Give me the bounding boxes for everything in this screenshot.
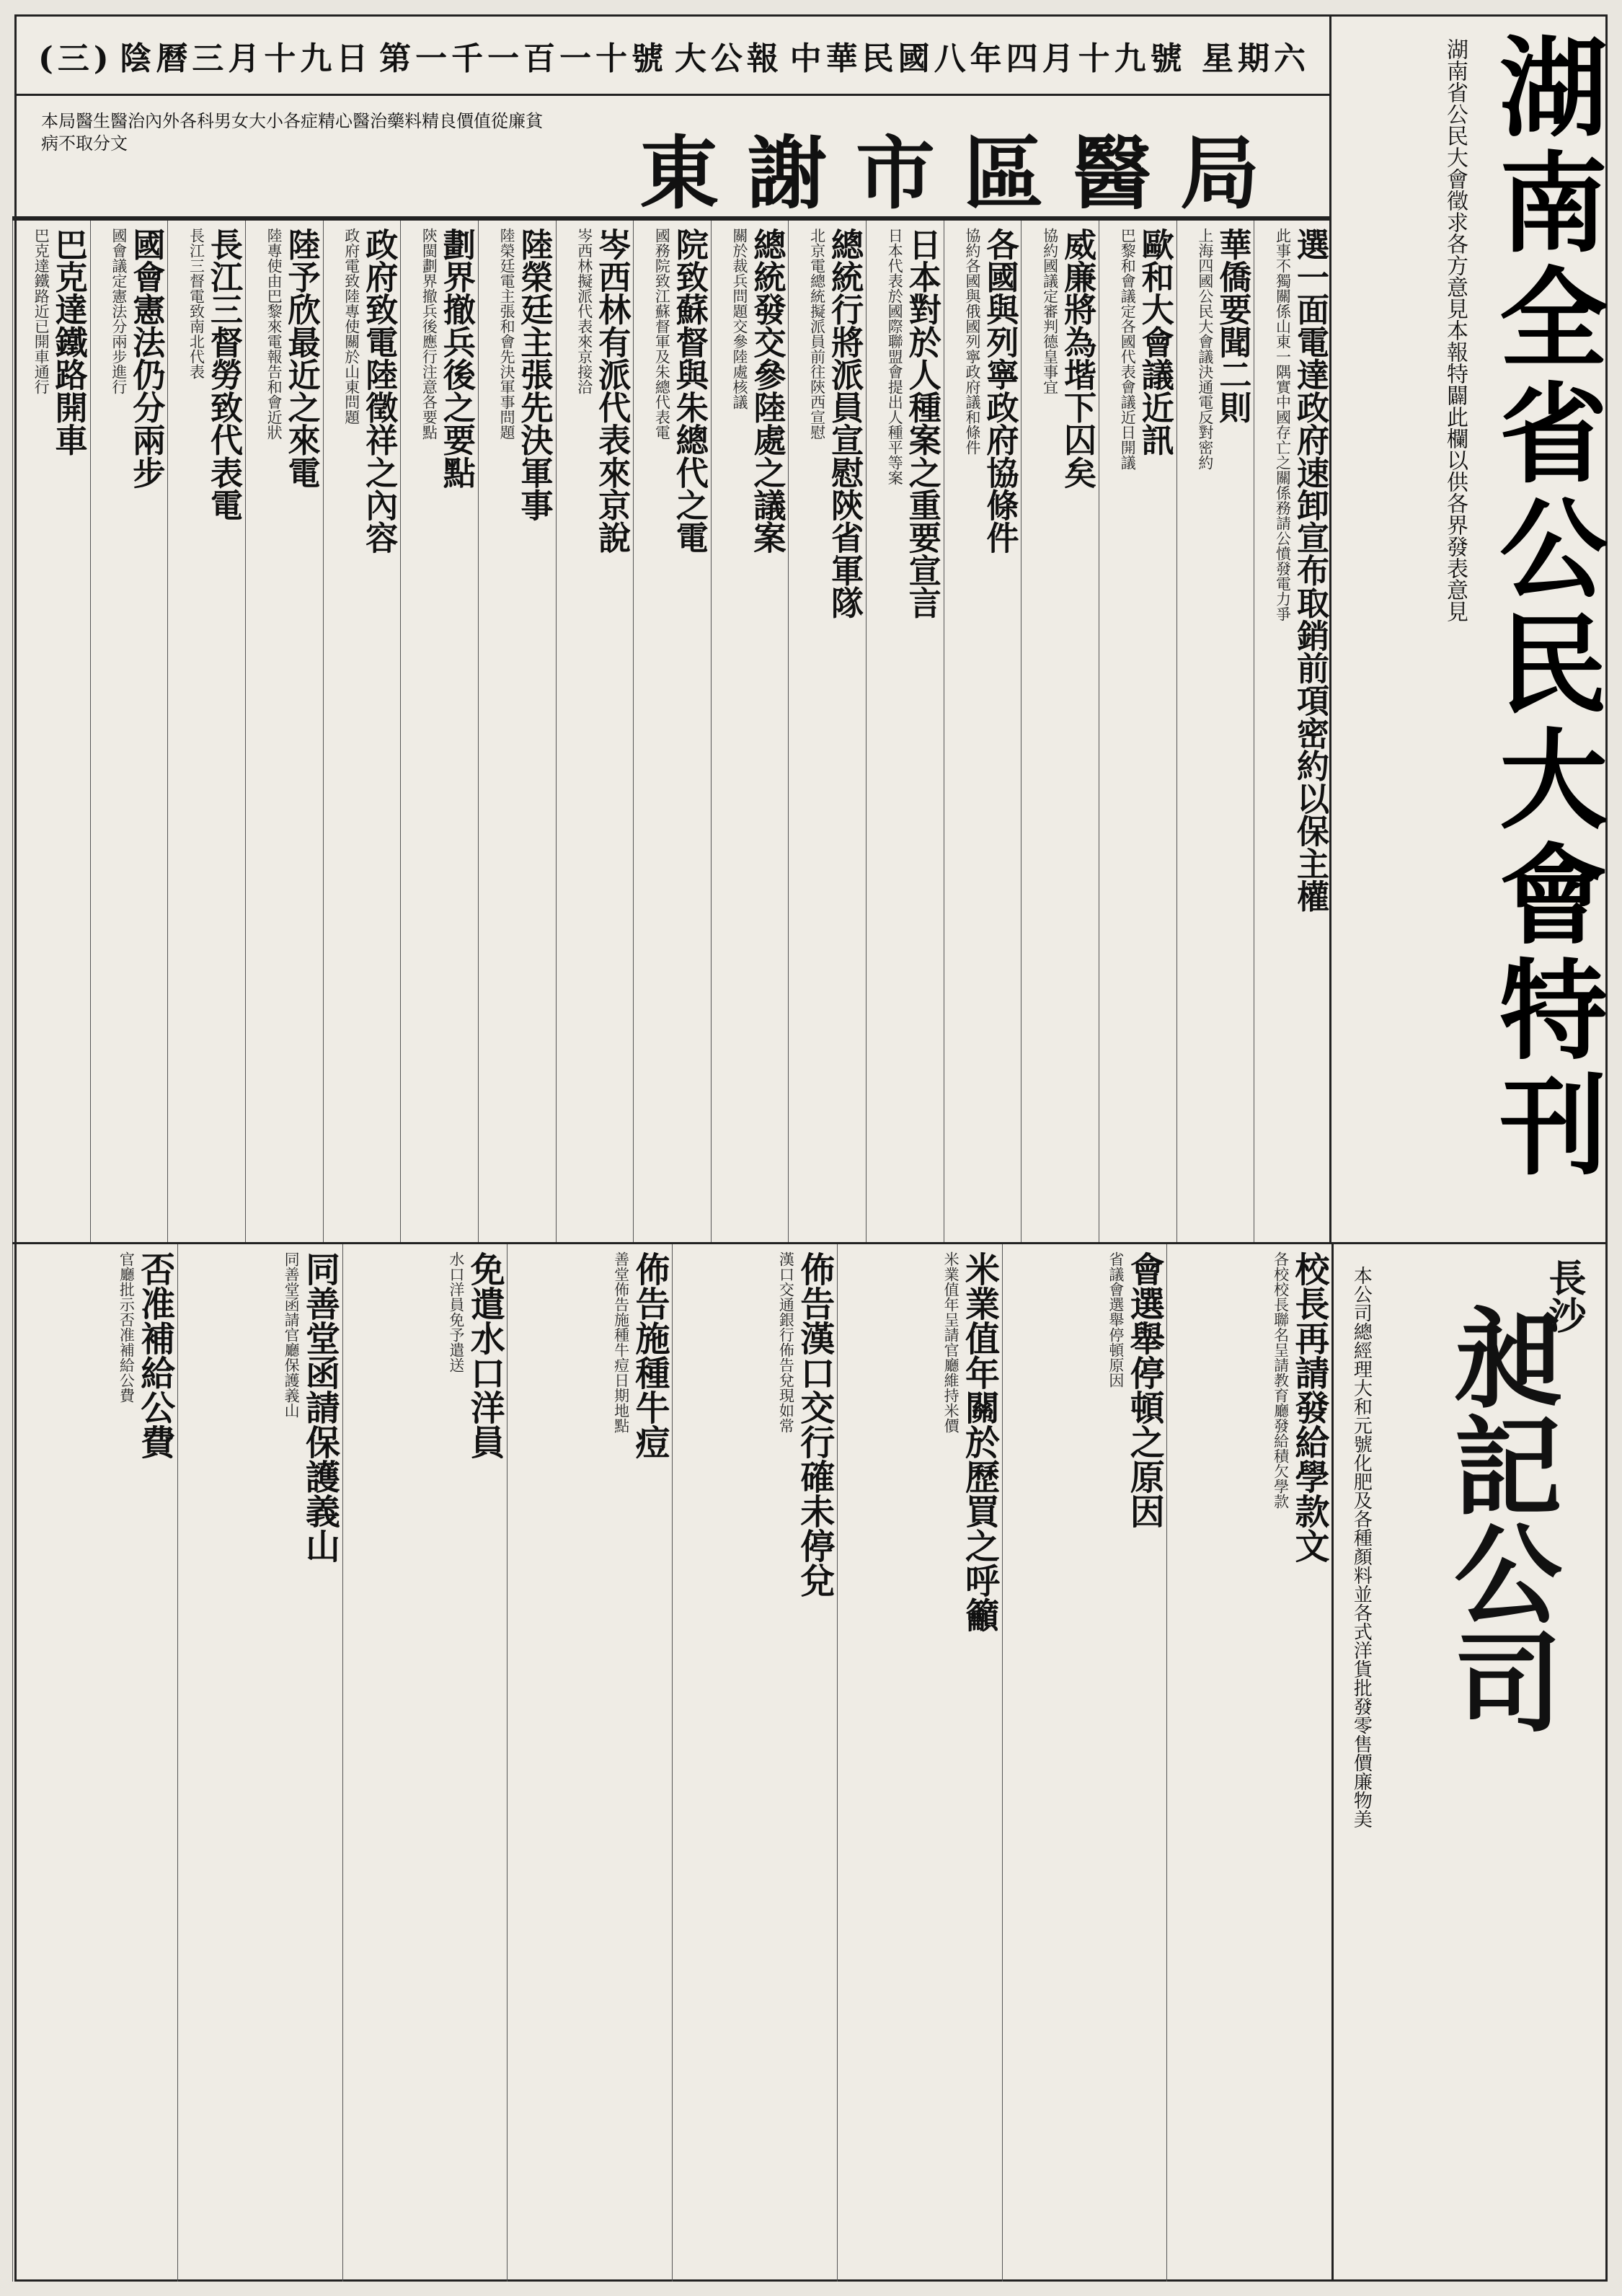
- article-headline: 國會憲法仍分兩步: [127, 228, 166, 489]
- article-body: 國會議定憲法分兩步進行: [110, 228, 128, 394]
- article-column: [167, 221, 245, 1242]
- masthead-title: 湖南全省公民大會特刊: [1481, 31, 1608, 1184]
- article-headline: 華僑要聞二則: [1213, 228, 1252, 424]
- date-header: [17, 17, 1331, 96]
- article-headline: 佈告施種牛痘: [629, 1251, 670, 1459]
- article-headline: 劃界撤兵後之要點: [437, 228, 476, 489]
- article-headline: 總統發交參陸處之議案: [748, 228, 786, 554]
- article-headline: 長江三督勞致代表電: [204, 228, 243, 521]
- company-name: 昶記公司: [1435, 1302, 1562, 1734]
- article-body: 善堂佈告施種牛痘日期地點: [612, 1251, 630, 1433]
- article-column: [323, 221, 401, 1242]
- article-headline: 政府致電陸徵祥之內容: [360, 228, 399, 554]
- article-headline: 校長再請發給學款文: [1289, 1251, 1329, 1563]
- article-body: 北京電總統擬派員前往陝西宣慰: [808, 228, 826, 440]
- article-column: [507, 1244, 672, 2282]
- upper-news-section: [12, 218, 1331, 1242]
- masthead-notice: 湖南省公民大會徵求各方意見本報特闢此欄以供各界發表意見: [1442, 38, 1468, 622]
- article-column: [1002, 1244, 1167, 2282]
- newspaper-page: [14, 14, 1608, 2282]
- article-column: [90, 221, 168, 1242]
- article-body: 日本代表於國際聯盟會提出人種平等案: [886, 228, 904, 485]
- article-headline: 選一面電達政府速卸宣布取銷前項密約以保主權: [1291, 228, 1329, 913]
- article-body: 陝閩劃界撤兵後應行注意各要點: [420, 228, 438, 440]
- article-column: [633, 221, 711, 1242]
- article-body: 上海四國公民大會議決通電反對密約: [1196, 228, 1214, 470]
- article-headline: 歐和大會議近訊: [1135, 228, 1174, 456]
- date-line: 中華民國八年四月十九號 星期六: [789, 40, 1310, 77]
- article-body: 巴黎和會議定各國代表會議近日開議: [1119, 228, 1137, 470]
- article-body: 漢口交通銀行佈告兌現如常: [777, 1251, 795, 1433]
- article-column: [1176, 221, 1254, 1242]
- company-side-ad: [1331, 1242, 1605, 2279]
- article-headline: 巴克達鐵路開車: [49, 228, 88, 456]
- article-column: [1254, 221, 1331, 1242]
- article-column: [1166, 1244, 1331, 2282]
- article-column: [12, 1244, 177, 2282]
- article-body: 官廳批示否准補給公費: [118, 1251, 136, 1403]
- article-column: [837, 1244, 1002, 2282]
- article-column: [400, 221, 478, 1242]
- clinic-copy: 本局醫生醫治內外各科男女大小各症精心醫治藥料精良價值從廉貧病不取分文: [41, 111, 543, 154]
- article-headline: 總統行將派員宣慰陝省軍隊: [825, 228, 864, 619]
- article-body: 此事不獨關係山東一隅實中國存亡之關係務請公憤發電力爭: [1274, 228, 1292, 621]
- article-body: 同善堂函請官廳保護義山: [283, 1251, 301, 1418]
- article-headline: 陸予欣最近之來電: [282, 228, 321, 489]
- article-headline: 佈告漢口交行確未停兌: [794, 1251, 835, 1597]
- article-headline: 岑西林有派代表來京說: [593, 228, 631, 554]
- article-body: 關於裁兵問題交參陸處核議: [731, 228, 749, 409]
- article-headline: 否准補給公費: [134, 1251, 175, 1459]
- article-headline: 陸榮廷主張先決軍事: [515, 228, 554, 521]
- article-column: [478, 221, 556, 1242]
- masthead: [1329, 17, 1608, 1242]
- article-body: 省議會選舉停頓原因: [1107, 1251, 1125, 1388]
- article-column: [177, 1244, 342, 2282]
- article-headline: 院致蘇督與朱總代之電: [670, 228, 709, 554]
- article-body: 協約各國與俄國列寧政府議和條件: [963, 228, 981, 455]
- article-body: 各校校長聯名呈請教育廳發給積欠學款: [1272, 1251, 1290, 1509]
- article-column: [342, 1244, 508, 2282]
- article-body: 水口洋員免予遣送: [447, 1251, 465, 1373]
- article-body: 國務院致江蘇督軍及朱總代表電: [653, 228, 671, 440]
- lower-news-section: [12, 1242, 1331, 2282]
- article-body: 政府電致陸專使關於山東問題: [342, 228, 360, 425]
- article-headline: 米業值年關於歷買之呼籲: [959, 1251, 1000, 1632]
- article-headline: 會選舉停頓之原因: [1124, 1251, 1165, 1528]
- article-body: 陸專使由巴黎來電報告和會近狀: [265, 228, 283, 440]
- clinic-name: 東謝市區醫局: [639, 127, 1288, 220]
- article-body: 協約國議定審判德皇事宜: [1041, 228, 1059, 394]
- issue-number: 第一千一百一十號: [379, 40, 668, 77]
- article-column: [711, 221, 789, 1242]
- article-column: [556, 221, 634, 1242]
- article-headline: 免遣水口洋員: [464, 1251, 505, 1459]
- article-body: 岑西林擬派代表來京接洽: [575, 228, 593, 394]
- company-city: 長沙: [1542, 1259, 1586, 1334]
- article-body: 巴克達鐵路近已開車通行: [32, 228, 50, 394]
- article-headline: 同善堂函請保護義山: [299, 1251, 340, 1563]
- article-column: [788, 221, 866, 1242]
- article-column: [866, 221, 944, 1242]
- article-column: [12, 221, 90, 1242]
- article-headline: 威廉將為堦下囚矣: [1058, 228, 1097, 489]
- article-column: [245, 221, 323, 1242]
- article-body: 陸榮廷電主張和會先決軍事問題: [498, 228, 516, 440]
- article-column: [944, 221, 1021, 1242]
- article-column: [1021, 221, 1099, 1242]
- article-headline: 各國與列寧政府協條件: [980, 228, 1019, 554]
- lunar-date: 陰曆三月十九日: [120, 40, 373, 77]
- article-column: [672, 1244, 837, 2282]
- page-number: (三): [38, 40, 113, 77]
- article-column: [1099, 221, 1176, 1242]
- company-copy: 本公司總經理大和元號化肥及各種顏料並各式洋貨批發零售價廉物美: [1350, 1266, 1373, 1828]
- article-headline: 日本對於人種案之重要宣言: [903, 228, 941, 619]
- article-body: 米業值年呈請官廳維持米價: [942, 1251, 960, 1433]
- paper-name: 大公報: [674, 40, 783, 77]
- clinic-banner-ad: [12, 96, 1331, 218]
- article-body: 長江三督電致南北代表: [187, 228, 205, 379]
